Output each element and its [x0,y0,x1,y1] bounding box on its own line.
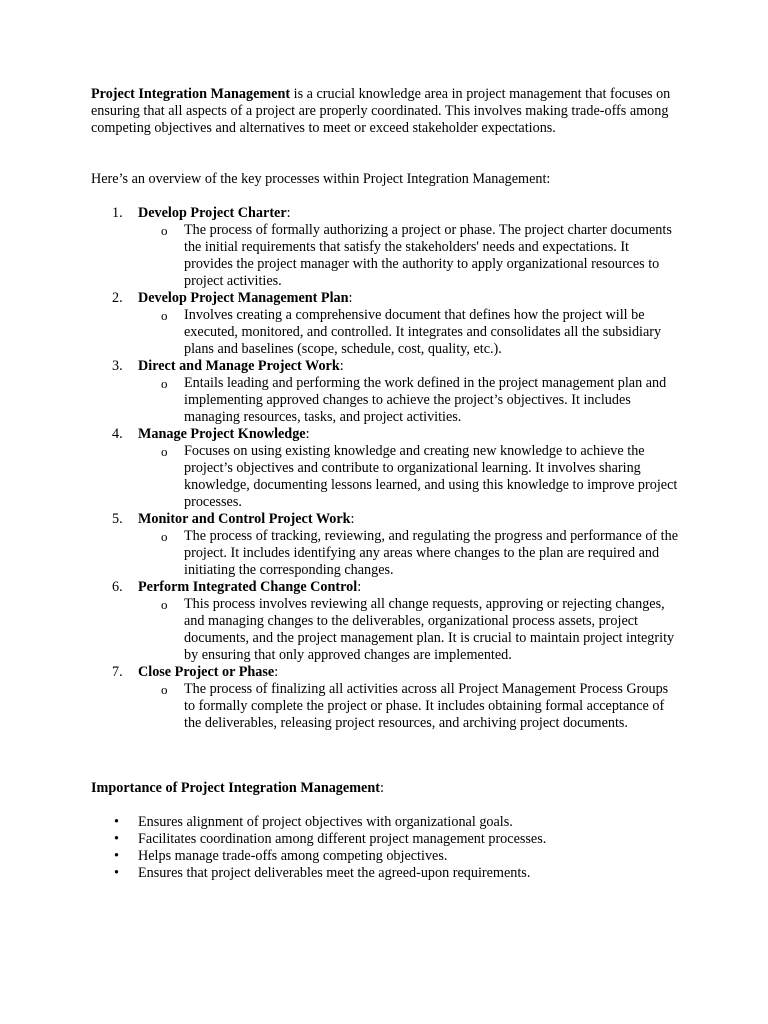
importance-colon: : [379,780,384,796]
circle-bullet-icon: o [161,529,168,544]
intro-paragraph [91,86,691,137]
process-number: 5. [112,511,123,527]
intro-text: is a crucial knowledge area in project management that focuses on ensuring that all aspects of a project are properly coordinated. This involves making trade-offs among competing objectives and alternatives to meet or exceed stakeholder expectations. [91,86,671,136]
process-colon: : [286,205,291,221]
circle-bullet-icon: o [161,682,168,697]
process-heading [138,290,678,307]
process-number: 4. [112,426,123,442]
process-title: Develop Project Management Plan [138,290,349,306]
process-title: Direct and Manage Project Work [138,358,340,374]
process-description [161,375,678,426]
process-description-text: This process involves reviewing all change requests, approving or rejecting changes, and managing changes to the deliverables, organizational process assets, project documents, and the project management plan. It is crucial to maintain project integrity by ensuring that only approved changes are implemented. [184,596,675,663]
list-item-text: Facilitates coordination among different project management processes. [138,831,547,847]
circle-bullet-icon: o [161,444,168,459]
process-heading [138,205,678,222]
process-description-text: Involves creating a comprehensive document that defines how the project will be executed, monitored, and controlled. It integrates and consolidates all the subsidiary plans and baselines (scope, schedule, cost, quality, etc.). [184,307,662,357]
process-list [0,205,768,732]
process-item [0,290,678,358]
overview-paragraph: Here’s an overview of the key processes within Project Integration Management: [91,171,551,187]
process-colon: : [350,511,355,527]
circle-bullet-icon: o [161,376,168,391]
process-colon: : [348,290,353,306]
process-colon: : [305,426,310,442]
process-title: Monitor and Control Project Work [138,511,351,527]
process-number: 2. [112,290,123,306]
process-description [161,681,678,732]
process-description [161,596,678,664]
process-heading [138,511,678,528]
circle-bullet-icon: o [161,223,168,238]
importance-heading [91,780,384,797]
list-item [0,848,768,865]
process-item [0,579,678,664]
process-heading [138,358,678,375]
bullet-icon: • [114,814,119,830]
process-title: Develop Project Charter [138,205,287,221]
process-description-text: The process of formally authorizing a project or phase. The project charter documents the initial requirements that satisfy the stakeholders' needs and expectations. It provides the project manager with the authority to apply organizational resources to project activities. [184,222,672,289]
list-item-text: Ensures alignment of project objectives with organizational goals. [138,814,513,830]
process-description-text: The process of finalizing all activities across all Project Management Process Groups to formally complete the project or phase. It includes obtaining formal acceptance of the deliverables, releasing project resources, and archiving project documents. [184,681,669,731]
list-item [0,831,768,848]
process-description [161,443,678,511]
process-description [161,307,678,358]
process-item [0,511,678,579]
process-title: Perform Integrated Change Control [138,579,358,595]
process-description-text: Entails leading and performing the work defined in the project management plan and implementing approved changes to achieve the project’s objectives. It includes managing resources, tasks, and project activities. [184,375,667,425]
process-number: 3. [112,358,123,374]
process-number: 1. [112,205,123,221]
list-item [0,814,768,831]
list-item [0,865,768,882]
bullet-icon: • [114,865,119,881]
process-number: 7. [112,664,123,680]
list-item-text: Helps manage trade-offs among competing objectives. [138,848,448,864]
importance-list [0,814,768,882]
process-description-text: Focuses on using existing knowledge and creating new knowledge to achieve the project’s objectives and contribute to organizational learning. It involves sharing knowledge, documenting lessons learned, and using this knowledge to improve project processes. [184,443,678,510]
process-colon: : [357,579,362,595]
intro-term: Project Integration Management [91,86,291,102]
process-heading [138,579,678,596]
process-colon: : [339,358,344,374]
process-item [0,205,678,290]
process-item [0,664,678,732]
process-heading [138,426,678,443]
process-description [161,528,679,579]
process-item [0,426,678,511]
process-colon: : [274,664,279,680]
list-item-text: Ensures that project deliverables meet the agreed-upon requirements. [138,865,531,881]
bullet-icon: • [114,848,119,864]
bullet-icon: • [114,831,119,847]
process-description [161,222,678,290]
circle-bullet-icon: o [161,308,168,323]
process-description-text: The process of tracking, reviewing, and regulating the progress and performance of the project. It includes identifying any areas where changes to the plan are required and initiating the corresponding changes. [184,528,679,578]
process-title: Close Project or Phase [138,664,275,680]
process-title: Manage Project Knowledge [138,426,306,442]
importance-title: Importance of Project Integration Management [91,780,380,796]
process-item [0,358,678,426]
process-number: 6. [112,579,123,595]
process-heading [138,664,678,681]
circle-bullet-icon: o [161,597,168,612]
